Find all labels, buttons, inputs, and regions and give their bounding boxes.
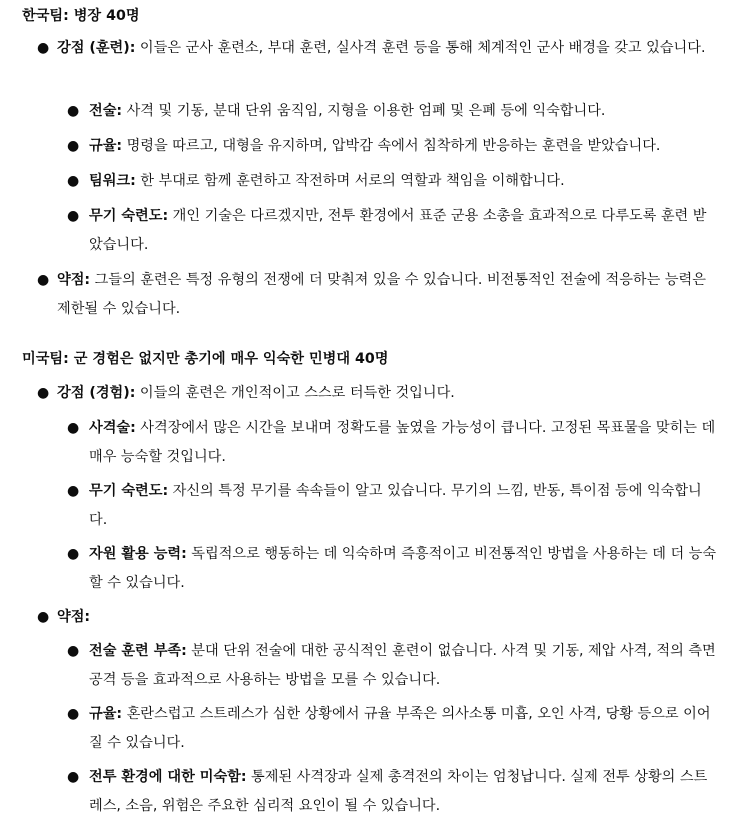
list-item-usa-combat-inexperience [67, 763, 717, 821]
bullet-icon: ● [67, 483, 80, 499]
bullet-icon: ● [67, 103, 80, 119]
item-text: 그들의 훈련은 특정 유형의 전쟁에 더 맞춰져 있을 수 있습니다. 비전통적인 전술에 적응하는 능력은 제한될 수 있습니다. [57, 272, 706, 317]
section-title-usa: 미국팀: 군 경험은 없지만 총기에 매우 익숙한 민병대 40명 [22, 351, 389, 367]
item-text: 분대 단위 전술에 대한 공식적인 훈련이 없습니다. 사격 및 기동, 제압 사격, 적의 측면 공격 등을 효과적으로 사용하는 방법을 모를 수 있습니다. [89, 643, 716, 688]
list-item-usa-weapons [67, 477, 717, 535]
list-item-korea-weapons [67, 202, 717, 260]
bullet-icon: ● [67, 643, 80, 659]
bullet-icon: ● [37, 272, 50, 288]
item-label: 전술: [89, 103, 123, 119]
bullet-icon: ● [37, 40, 50, 56]
list-item-usa-marksmanship [67, 414, 717, 472]
item-label: 사격술: [89, 420, 136, 436]
item-text: 통제된 사격장과 실제 총격전의 차이는 엄청납니다. 실제 전투 상황의 스트레스, 소음, 위험은 주요한 심리적 요인이 될 수 있습니다. [89, 769, 708, 814]
bullet-icon: ● [67, 173, 80, 189]
bullet-icon: ● [67, 769, 80, 785]
item-text: 이들은 군사 훈련소, 부대 훈련, 실사격 훈련 등을 통해 체계적인 군사 배경을 갖고 있습니다. [135, 40, 706, 56]
bullet-icon: ● [67, 546, 80, 562]
item-label: 무기 숙련도: [89, 208, 169, 224]
item-text: 자신의 특정 무기를 속속들이 알고 있습니다. 무기의 느낌, 반동, 특이점 등에 익숙합니다. [89, 483, 702, 528]
list-item-usa-discipline [67, 700, 717, 758]
list-item-usa-tactics-lack [67, 637, 717, 695]
list-item-korea-weakness [37, 266, 717, 324]
item-label: 강점 (훈련): [57, 40, 136, 56]
item-label: 전술 훈련 부족: [89, 643, 187, 659]
item-label: 규율: [89, 706, 123, 722]
bullet-icon: ● [67, 706, 80, 722]
bullet-icon: ● [37, 385, 50, 401]
item-label: 강점 (경험): [57, 385, 136, 401]
item-label: 팀워크: [89, 173, 136, 189]
list-item-korea-tactics [67, 97, 717, 126]
list-item-korea-strength [37, 34, 717, 63]
item-text: 혼란스럽고 스트레스가 심한 상황에서 규율 부족은 의사소통 미흡, 오인 사격, 당황 등으로 이어질 수 있습니다. [89, 706, 711, 751]
item-label: 전투 환경에 대한 미숙함: [89, 769, 247, 785]
list-item-usa-strength [37, 379, 717, 408]
bullet-icon: ● [67, 420, 80, 436]
item-text: 개인 기술은 다르겠지만, 전투 환경에서 표준 군용 소총을 효과적으로 다루도록 훈련 받았습니다. [89, 208, 707, 253]
item-text: 독립적으로 행동하는 데 익숙하며 즉흥적이고 비전통적인 방법을 사용하는 데 더 능숙할 수 있습니다. [89, 546, 717, 591]
bullet-icon: ● [37, 609, 50, 625]
item-text: 사격장에서 많은 시간을 보내며 정확도를 높였을 가능성이 큽니다. 고정된 목표물을 맞히는 데 매우 능숙할 것입니다. [89, 420, 716, 465]
section-title-korea: 한국팀: 병장 40명 [22, 8, 140, 24]
item-text: 사격 및 기동, 분대 단위 움직임, 지형을 이용한 엄폐 및 은폐 등에 익숙합니다. [122, 103, 606, 119]
item-text: 명령을 따르고, 대형을 유지하며, 압박감 속에서 침착하게 반응하는 훈련을 받았습니다. [122, 138, 661, 154]
list-item-korea-teamwork [67, 167, 717, 196]
list-item-usa-resourcefulness [67, 540, 717, 598]
bullet-icon: ● [67, 208, 80, 224]
list-item-korea-discipline [67, 132, 717, 161]
item-text: 한 부대로 함께 훈련하고 작전하며 서로의 역할과 책임을 이해합니다. [135, 173, 565, 189]
item-label: 약점: [57, 272, 91, 288]
item-label: 자원 활용 능력: [89, 546, 187, 562]
item-label: 무기 숙련도: [89, 483, 169, 499]
bullet-icon: ● [67, 138, 80, 154]
item-text: 이들의 훈련은 개인적이고 스스로 터득한 것입니다. [135, 385, 455, 401]
item-label: 규율: [89, 138, 123, 154]
item-label: 약점: [57, 609, 91, 625]
list-item-usa-weakness [37, 603, 717, 632]
